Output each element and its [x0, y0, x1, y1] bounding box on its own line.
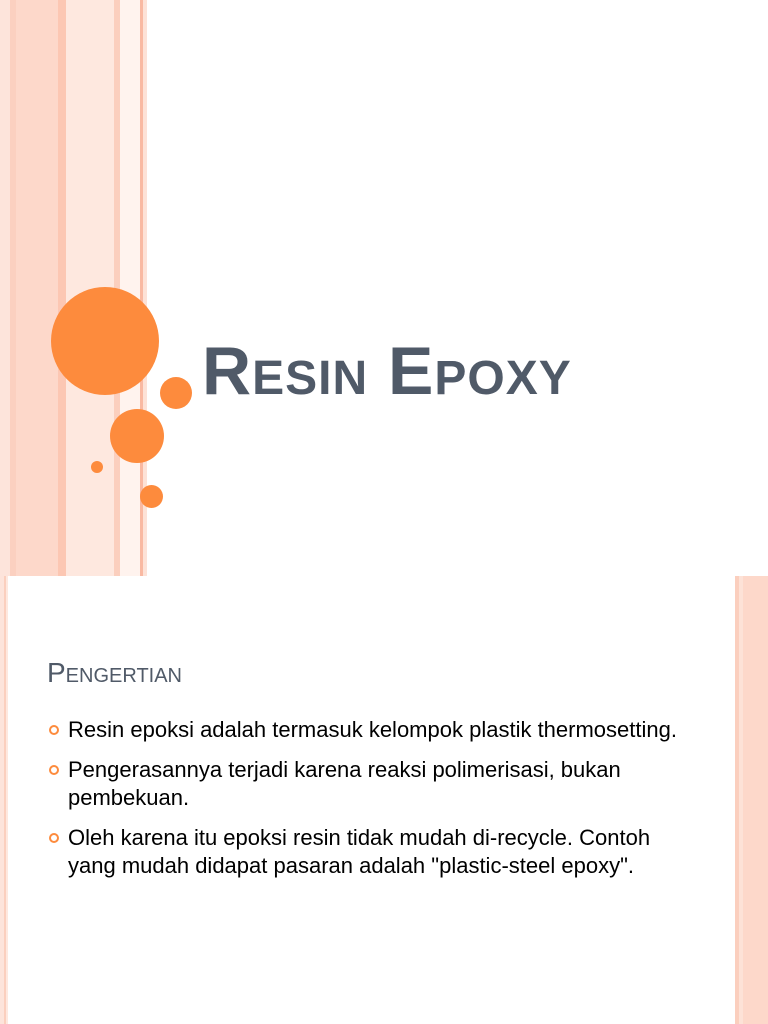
bullet-item — [47, 756, 687, 812]
bullet-text: Oleh karena itu epoksi resin tidak mudah di-recycle. Contoh yang mudah didapat pasaran adalah "plastic-steel epoxy". — [68, 825, 651, 878]
decorative-circle-tiny — [91, 461, 103, 473]
decorative-circle-large — [51, 287, 159, 395]
hollow-circle-bullet-icon — [49, 725, 59, 735]
decorative-stripe — [120, 0, 140, 576]
hollow-circle-bullet-icon — [49, 765, 59, 775]
decorative-stripe — [743, 576, 768, 1024]
decorative-stripe — [6, 576, 8, 1024]
decorative-stripe — [58, 0, 66, 576]
bullet-item — [47, 824, 687, 880]
bullet-item — [47, 716, 687, 744]
bullet-text: Resin epoksi adalah termasuk kelompok plastik thermosetting. — [68, 717, 677, 742]
bullet-text: Pengerasannya terjadi karena reaksi polimerisasi, bukan pembekuan. — [68, 757, 621, 810]
decorative-circle-small — [140, 485, 163, 508]
hollow-circle-bullet-icon — [49, 833, 59, 843]
section-heading: Pengertian — [47, 657, 182, 688]
decorative-stripe — [16, 0, 58, 576]
bullet-list — [47, 716, 687, 892]
decorative-circle-small — [160, 377, 192, 409]
decorative-circle-medium — [110, 409, 164, 463]
slide-title: Resin Epoxy — [202, 333, 572, 409]
decorative-stripe — [0, 0, 10, 576]
